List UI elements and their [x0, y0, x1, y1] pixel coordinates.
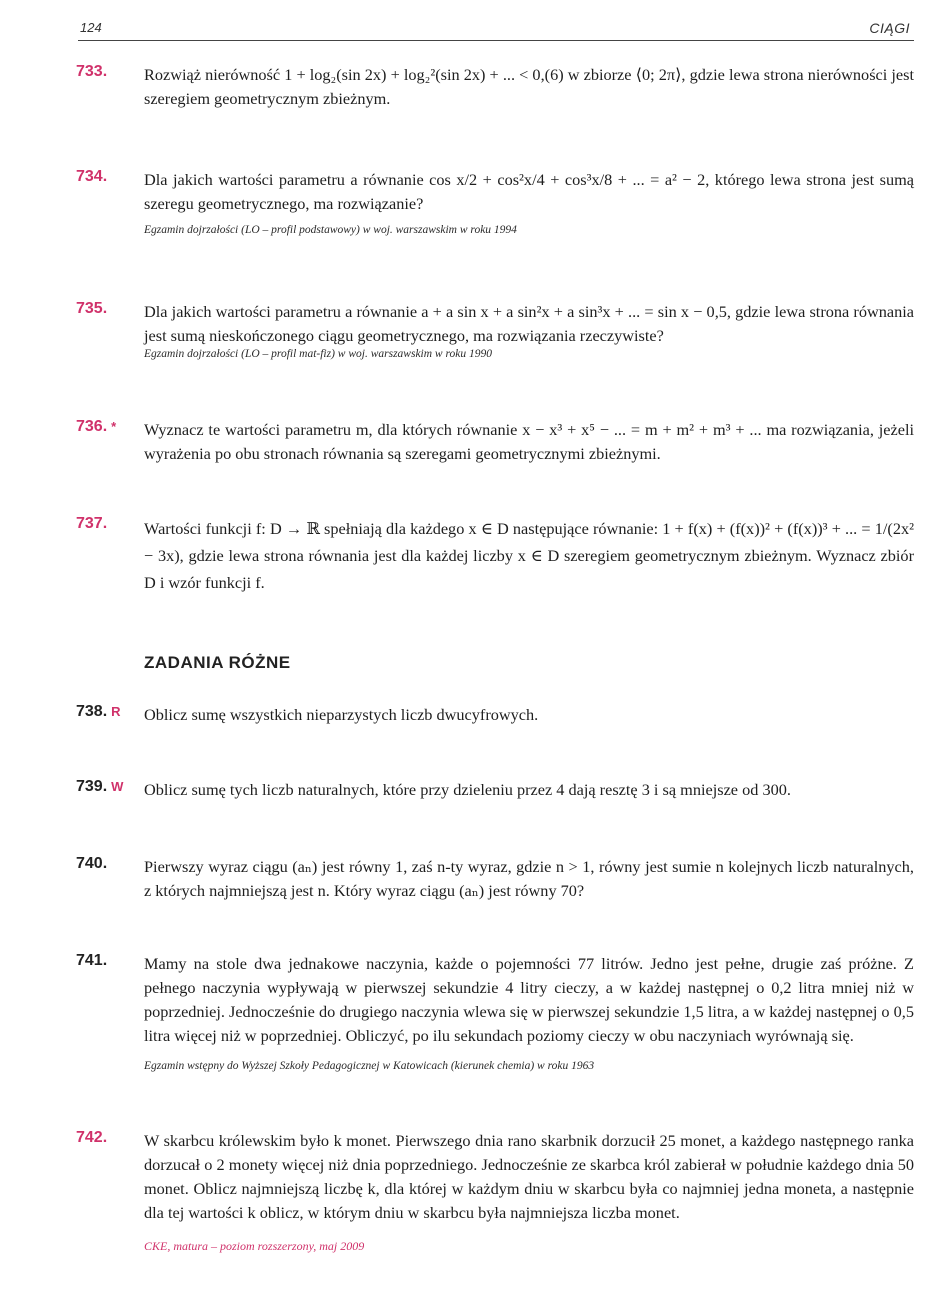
problem-number: 740.: [76, 855, 108, 872]
running-title: CIĄGI: [869, 20, 910, 36]
problem-number-label: 739.: [76, 778, 108, 795]
problem-text: Rozwiąż nierówność 1 + log₂(sin 2x) + log₂²(sin 2x) + ... < 0,(6) w zbiorze ⟨0; 2π⟩, gdzie lewa strona nierówności jest szeregiem geometrycznym zbieżnym.: [144, 65, 914, 108]
problem-number: 741.: [76, 952, 108, 969]
page-header: [78, 14, 914, 41]
problem-text: Oblicz sumę tych liczb naturalnych, które przy dzieleniu przez 4 dają resztę 3 i są mniejsze od 300.: [144, 780, 791, 799]
problem-text: Dla jakich wartości parametru a równanie a + a sin x + a sin²x + a sin³x + ... = sin x − 0,5, gdzie lewa strona równania jest sumą nieskończonego ciągu geometrycznego, ma rozwiązania rzeczywiste?: [144, 302, 914, 345]
problem-source: Egzamin wstępny do Wyższej Szkoły Pedagogicznej w Katowicach (kierunek chemia) w roku 1963: [144, 1060, 595, 1072]
problem-text: Wyznacz te wartości parametru m, dla których równanie x − x³ + x⁵ − ... = m + m² + m³ + ... ma rozwiązania, jeżeli wyrażenia po obu stronach równania są szeregami geometrycznymi zbieżnymi.: [144, 420, 914, 463]
level-marker: R: [111, 704, 121, 719]
problem-number: 735.: [76, 300, 108, 317]
problem-text: Pierwszy wyraz ciągu (aₙ) jest równy 1, zaś n-ty wyraz, gdzie n > 1, równy jest sumie n kolejnych liczb naturalnych, z których najmniejszą jest n. Który wyraz ciągu (aₙ) jest równy 70?: [144, 857, 914, 900]
problem-number: 734.: [76, 168, 108, 185]
problem-number: [76, 703, 121, 721]
problem-source: Egzamin dojrzałości (LO – profil mat-fiz) w woj. warszawskim w roku 1990: [144, 348, 493, 360]
problem-number: 737.: [76, 515, 108, 532]
section-heading: ZADANIA RÓŻNE: [144, 653, 291, 672]
problem-number-label: 738.: [76, 703, 108, 720]
problem-source: CKE, matura – poziom rozszerzony, maj 2009: [144, 1239, 365, 1253]
problem-number: [76, 418, 116, 436]
problem-text: W skarbcu królewskim było k monet. Pierwszego dnia rano skarbnik dorzucił 25 monet, a każdego następnego ranka dorzucał o 2 monety więcej niż dnia poprzedniego. Jednocześnie ze skarbca król zabierał w południe każdego dnia 50 monet. Oblicz najmniejszą liczbę k, dla której w każdym dniu w skarbcu była co najmniej jedna moneta, a następnie dla tej wartości k oblicz, w którym dniu w skarbcu była najmniejsza liczba monet.: [144, 1131, 914, 1222]
problem-text: Dla jakich wartości parametru a równanie cos x/2 + cos²x/4 + cos³x/8 + ... = a² − 2, którego lewa strona jest sumą szeregu geometrycznego, ma rozwiązanie?: [144, 170, 914, 213]
problem-text: Mamy na stole dwa jednakowe naczynia, każde o pojemności 77 litrów. Jedno jest pełne, drugie zaś próżne. Z pełnego naczynia wypływają w pierwszej sekundzie 4 litry cieczy, a w każdej następnej o 0,2 litra mniej niż w poprzedniej. Jednocześnie do drugiego naczynia wlewa się w pierwszej sekundzie 1,5 litra, a w każdej następnej o 0,5 litra więcej niż w poprzedniej. Obliczyć, po ilu sekundach poziomy cieczy w obu naczyniach wyrównają się.: [144, 954, 914, 1045]
page-number: 124: [80, 20, 102, 35]
problem-text: Oblicz sumę wszystkich nieparzystych liczb dwucyfrowych.: [144, 705, 539, 724]
problem-number: 733.: [76, 63, 108, 80]
problem-number-label: 736.: [76, 418, 108, 435]
problem-text: Wartości funkcji f: D → ℝ spełniają dla każdego x ∈ D następujące równanie: 1 + f(x) + (f(x))² + (f(x))³ + ... = 1/(2x² − 3x), gdzie lewa strona równania jest dla każdej liczby x ∈ D szeregiem geometrycznym zbieżnym. Wyznacz zbiór D i wzór funkcji f.: [144, 519, 914, 592]
level-marker: W: [111, 779, 124, 794]
problem-number: 742.: [76, 1129, 108, 1146]
problem-source: Egzamin dojrzałości (LO – profil podstawowy) w woj. warszawskim w roku 1994: [144, 224, 517, 236]
difficulty-marker: *: [111, 419, 117, 434]
problem-number: [76, 778, 123, 796]
